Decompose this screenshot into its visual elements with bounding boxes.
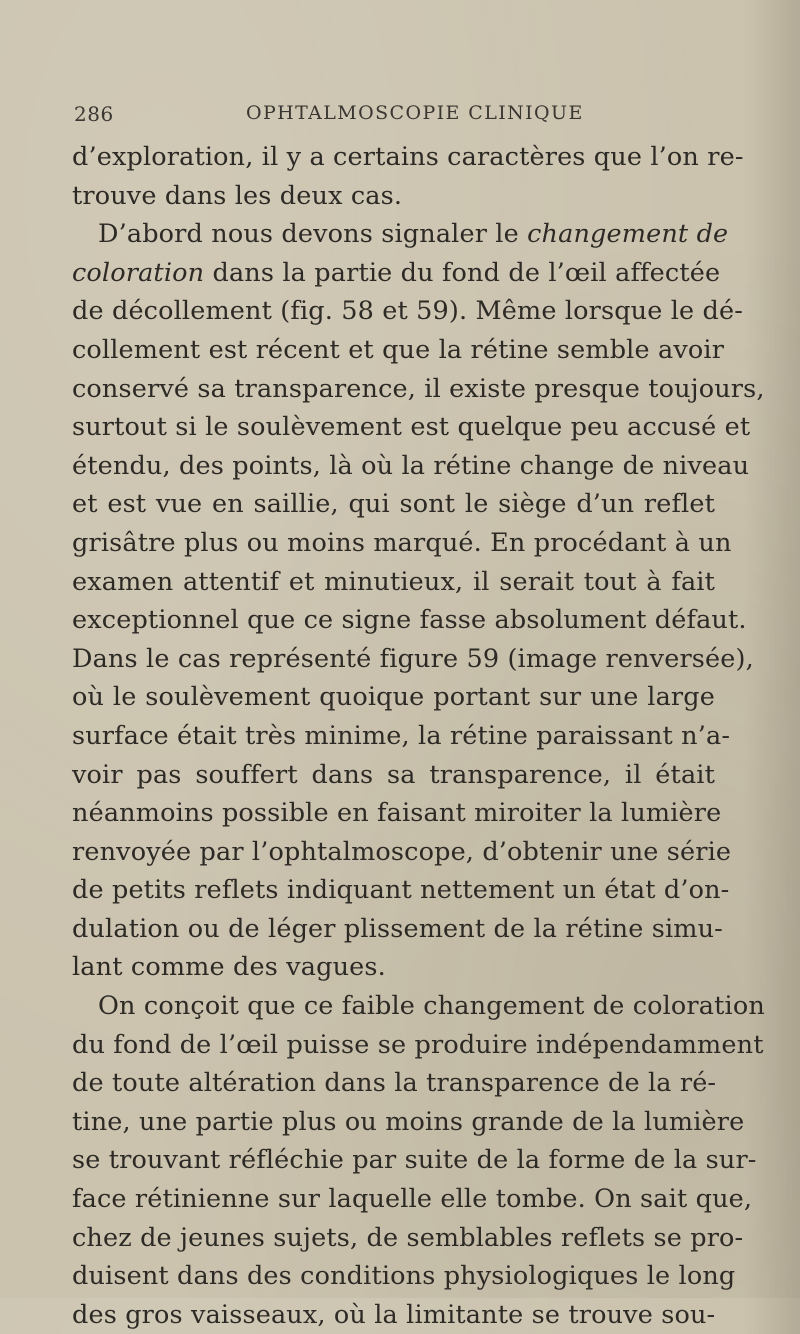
text-line: chez de jeunes sujets, de semblables reflets se pro- — [72, 1222, 744, 1253]
text-line: de décollement (fig. 58 et 59). Même lorsque le dé- — [72, 296, 744, 327]
text-line: renvoyée par l’ophtalmoscope, d’obtenir une série — [72, 836, 732, 867]
text-line: conservé sa transparence, il existe presque toujours, — [72, 373, 765, 404]
text-line: de petits reflets indiquant nettement un état d’on- — [72, 875, 730, 906]
text-line: du fond de l’œil puisse se produire indépendamment — [72, 1029, 764, 1060]
italic-term: changement de — [527, 219, 729, 250]
text-line: examen attentif et minutieux, il serait tout à fait — [72, 566, 715, 597]
text-line: surface était très minime, la rétine paraissant n’a- — [72, 720, 731, 751]
text-line: voir pas souffert dans sa transparence, il était — [72, 759, 715, 790]
page-number: 286 — [74, 102, 114, 126]
text-line: surtout si le soulèvement est quelque peu accusé et — [72, 412, 751, 443]
body-text — [72, 138, 765, 1334]
text-line: dulation ou de léger plissement de la rétine simu- — [72, 913, 723, 944]
text-line: Dans le cas représenté figure 59 (image renversée), — [72, 643, 754, 674]
text-line: duisent dans des conditions physiologiques le long — [72, 1261, 736, 1292]
text-line: où le soulèvement quoique portant sur une large — [72, 682, 715, 713]
text-line: On conçoit que ce faible changement de coloration — [98, 991, 765, 1022]
text-line: se trouvant réfléchie par suite de la forme de la sur- — [72, 1145, 757, 1176]
text-segment: dans la partie du fond de l’œil affectée — [212, 257, 721, 288]
text-line — [72, 215, 729, 254]
text-line: collement est récent et que la rétine semble avoir — [72, 334, 725, 365]
text-line: lant comme des vagues. — [72, 952, 386, 983]
italic-term: coloration — [72, 257, 205, 288]
page-header — [70, 102, 720, 136]
text-line: trouve dans les deux cas. — [72, 180, 403, 211]
text-line: des gros vaisseaux, où la limitante se trouve sou- — [72, 1299, 716, 1330]
text-line — [72, 254, 721, 293]
text-line: face rétinienne sur laquelle elle tombe. On sait que, — [72, 1184, 753, 1215]
text-line: d’exploration, il y a certains caractères que l’on re- — [72, 142, 744, 172]
text-line: néanmoins possible en faisant miroiter la lumière — [72, 798, 722, 829]
text-segment: D’abord nous devons signaler le — [98, 219, 519, 250]
text-line: de toute altération dans la transparence de la ré- — [72, 1068, 717, 1099]
text-line: tine, une partie plus ou moins grande de la lumière — [72, 1106, 745, 1137]
text-line: et est vue en saillie, qui sont le siège d’un reflet — [72, 489, 715, 520]
text-line: grisâtre plus ou moins marqué. En procédant à un — [72, 527, 732, 558]
text-line: étendu, des points, là où la rétine change de niveau — [72, 450, 750, 481]
text-line: exceptionnel que ce signe fasse absolument défaut. — [72, 605, 747, 636]
running-head: OPHTALMOSCOPIE CLINIQUE — [246, 102, 584, 124]
